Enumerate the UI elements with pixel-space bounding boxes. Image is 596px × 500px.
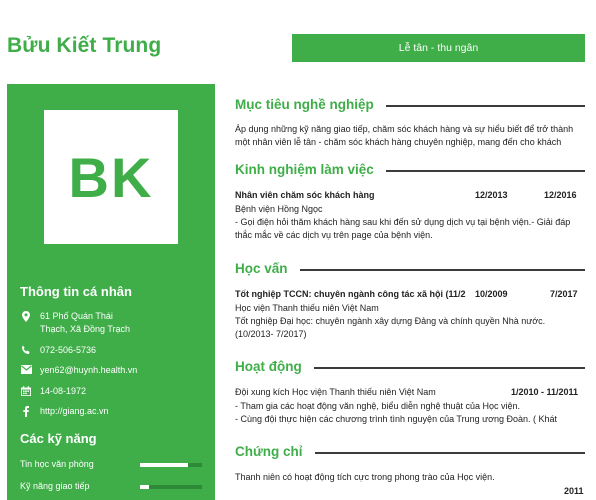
education-start-date: 10/2009 [475,289,508,299]
address-line-2: Thạch, Xã Đồng Trạch [40,323,131,334]
activities-line-2: - Cùng đội thực hiện các chương trình tình nguyện của Trung ương Đoàn. ( Khát [235,414,558,424]
avatar [44,110,178,244]
birthday-text: 14-08-1972 [40,386,87,396]
sidebar [7,84,215,500]
objective-title: Mục tiêu nghề nghiệp [235,97,374,112]
activities-org-row [235,387,585,399]
section-divider [315,452,585,454]
phone-icon [19,344,33,355]
activities-line-1: - Tham gia các hoạt động văn nghệ, biểu diễn nghệ thuật của Học viện. [235,401,521,411]
experience-role: Nhân viên chăm sóc khách hàng [235,190,375,200]
phone-row [19,344,96,357]
education-section-header [235,261,585,276]
skill-level-track [140,485,202,489]
objective-text: Áp dụng những kỹ năng giao tiếp, chăm sóc khách hàng và sự hiểu biết để trở thành một nhân viên lễ tân - chăm sóc khách hàng chuyên nghiệp, mang đến cho khách [235,124,574,147]
education-school: Học viện Thanh thiếu niên Việt Nam [235,303,379,313]
experience-title: Kinh nghiệm làm việc [235,162,374,177]
personal-info-title: Thông tin cá nhân [20,284,132,299]
certificates-section-header [235,444,585,459]
certificates-year-row [235,486,585,498]
activities-section-header [235,359,585,374]
section-divider [300,269,585,271]
education-degree: Tốt nghiệp TCCN: chuyên ngành công tác xã hội (11/2 [235,289,466,299]
objective-section-header [235,97,585,112]
avatar-initials: BK [68,145,154,209]
address-row [19,310,130,335]
job-position-label: Lễ tân - thu ngân [398,42,479,54]
phone-text: 072-506-5736 [40,345,97,355]
calendar-icon [19,385,33,396]
experience-org: Bệnh viện Hồng Ngọc [235,204,323,214]
skill-level-fill [140,463,188,467]
experience-role-row [235,190,585,202]
email-row [19,364,137,377]
education-title: Học vấn [235,261,288,276]
experience-section-header [235,162,585,177]
section-divider [386,105,585,107]
email-text[interactable]: yen62@huynh.health.vn [40,365,138,375]
experience-description: - Gọi điện hỏi thăm khách hàng sau khi đến sử dụng dịch vụ tại bệnh viện.- Giải đáp thắc mắc về các dịch vụ trên page của bệnh viện. [235,217,571,240]
skill-label: Tin học văn phòng [20,459,94,469]
birthday-row [19,385,86,398]
skill-label: Kỹ năng giao tiếp [20,481,90,491]
website-row [19,405,109,418]
education-degree-row [235,289,585,301]
address-line-1: 61 Phố Quán Thái [40,311,113,321]
section-divider [314,367,585,369]
skills-title: Các kỹ năng [20,431,97,446]
experience-end-date: 12/2016 [544,190,577,200]
activities-period: 1/2010 - 11/2011 [511,387,579,397]
skill-level-track [140,463,202,467]
skill-level-fill [140,485,149,489]
candidate-name: Bửu Kiết Trung [7,34,162,57]
certificates-year: 2011 [564,486,584,496]
section-divider [386,170,585,172]
email-icon [19,364,33,374]
job-position-banner [292,34,585,62]
certificates-text: Thanh niên có hoạt động tích cực trong phong trào của Học viện. [235,472,495,482]
facebook-icon [19,405,33,417]
activities-title: Hoạt động [235,359,302,374]
map-pin-icon [19,310,33,322]
website-text[interactable]: http://giang.ac.vn [40,406,109,416]
education-end-date: 7/2017 [550,289,578,299]
experience-start-date: 12/2013 [475,190,508,200]
education-description: Tốt nghiệp Đại học: chuyên ngành xây dựng Đảng và chính quyền Nhà nước. (10/2013- 7/2017) [235,316,546,339]
activities-org: Đội xung kích Học viện Thanh thiếu niên Việt Nam [235,387,436,397]
certificates-title: Chứng chỉ [235,444,303,459]
